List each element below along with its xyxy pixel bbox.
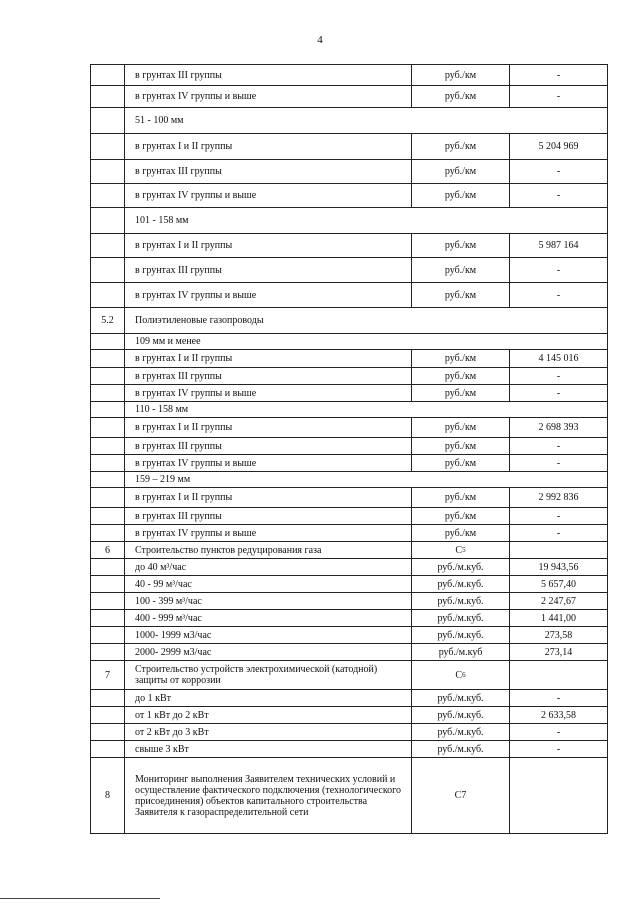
row-unit-text: руб./км (444, 353, 477, 364)
row-value: - (509, 724, 607, 740)
row-unit-text: руб./м.куб. (437, 595, 484, 607)
row-name: в грунтах IV группы и выше (135, 91, 257, 102)
row-number (91, 334, 125, 349)
row-name: в грунтах IV группы и выше (135, 190, 257, 201)
row-unit (411, 593, 509, 609)
row-value: 1 441,00 (509, 610, 607, 626)
table-row (90, 134, 608, 160)
row-name: 400 - 999 м³/час (135, 612, 202, 624)
table-row (90, 542, 608, 559)
row-value: - (509, 283, 607, 307)
row-unit (411, 758, 509, 833)
row-name: до 40 м³/час (135, 561, 187, 573)
row-name: в грунтах III группы (135, 166, 222, 177)
row-name: в грунтах III группы (135, 370, 222, 382)
table-row (90, 160, 608, 184)
row-unit-text: руб./м.куб. (437, 629, 484, 641)
row-name: 100 - 399 м³/час (135, 595, 202, 607)
row-unit-text: руб./м.куб. (437, 612, 484, 624)
table-row (90, 724, 608, 741)
row-unit (411, 525, 509, 541)
row-unit (411, 455, 509, 471)
row-unit (411, 627, 509, 643)
table-row (90, 593, 608, 610)
row-number: 7 (91, 661, 125, 689)
row-number (91, 283, 125, 307)
row-name: от 2 кВт до 3 кВт (135, 726, 209, 738)
table-row (90, 350, 608, 368)
row-number (91, 724, 125, 740)
row-unit (411, 508, 509, 524)
row-unit (411, 418, 509, 437)
row-unit-text: руб./м.куб. (437, 561, 484, 573)
row-number (91, 610, 125, 626)
table-row (90, 385, 608, 402)
row-unit (411, 576, 509, 592)
row-unit (411, 134, 509, 159)
table-row (90, 690, 608, 707)
row-name: 159 – 219 мм (135, 474, 191, 485)
row-name: в грунтах I и II группы (135, 492, 233, 503)
row-name: 109 мм и менее (135, 336, 201, 347)
row-number (91, 134, 125, 159)
row-unit-text: руб./км (444, 422, 477, 433)
row-unit-text: руб./м.куб. (437, 692, 484, 704)
table-row (90, 86, 608, 108)
row-name: Полиэтиленовые газопроводы (135, 315, 264, 326)
row-unit-text: C (455, 669, 463, 681)
row-unit-subscript: 5 (462, 545, 466, 554)
footer-divider (0, 898, 160, 899)
row-unit (411, 644, 509, 660)
row-unit-text: руб./км (444, 190, 477, 201)
row-name: в грунтах III группы (135, 440, 222, 452)
row-number (91, 525, 125, 541)
row-value (509, 758, 607, 833)
row-unit-text: руб./м.куб. (437, 709, 484, 721)
row-unit-text: руб./м.куб (438, 646, 483, 658)
row-value: 273,58 (509, 627, 607, 643)
row-number (91, 368, 125, 384)
row-number (91, 108, 125, 133)
table-row (90, 234, 608, 258)
row-value: - (509, 86, 607, 107)
row-number (91, 455, 125, 471)
row-number (91, 184, 125, 207)
row-unit-text: руб./м.куб. (437, 578, 484, 590)
row-value: 4 145 016 (509, 350, 607, 367)
row-unit-text: C (455, 544, 463, 556)
table-row (90, 334, 608, 350)
row-name: в грунтах IV группы и выше (135, 289, 257, 301)
row-number (91, 208, 125, 233)
row-unit (411, 661, 509, 689)
row-unit-text: руб./км (444, 492, 477, 503)
row-name: в грунтах IV группы и выше (135, 387, 257, 399)
table-row (90, 741, 608, 758)
row-number (91, 65, 125, 85)
row-unit (411, 610, 509, 626)
row-name: в грунтах I и II группы (135, 141, 233, 152)
row-unit-text: руб./км (444, 457, 477, 469)
row-number (91, 488, 125, 507)
row-unit-text: С7 (454, 790, 467, 801)
row-name: свыше 3 кВт (135, 743, 189, 755)
row-unit (411, 488, 509, 507)
row-name: Строительство пунктов редуцирования газа (135, 544, 322, 556)
row-number (91, 690, 125, 706)
table-row (90, 661, 608, 690)
page-number: 4 (317, 34, 323, 46)
row-name: 110 - 158 мм (135, 404, 189, 415)
row-value: 2 633,58 (509, 707, 607, 723)
table-row (90, 576, 608, 593)
row-name: в грунтах I и II группы (135, 353, 233, 364)
row-name: 2000- 2999 м3/час (135, 646, 212, 658)
table-row (90, 758, 608, 834)
table-row (90, 525, 608, 542)
table-row (90, 508, 608, 525)
row-value: - (509, 368, 607, 384)
row-unit (411, 724, 509, 740)
row-value (509, 542, 607, 558)
row-value: 5 987 164 (509, 234, 607, 257)
row-unit-text: руб./км (444, 264, 477, 276)
row-name: до 1 кВт (135, 692, 171, 704)
row-unit-text: руб./км (444, 510, 477, 522)
table-row (90, 707, 608, 724)
row-unit-subscript: 6 (462, 670, 466, 679)
row-name: Строительство устройств электрохимической (катодной) защиты от коррозии (135, 664, 378, 686)
row-value: - (509, 525, 607, 541)
row-number: 8 (91, 758, 125, 833)
row-unit (411, 86, 509, 107)
row-unit-text: руб./км (444, 289, 477, 301)
table-row (90, 208, 608, 234)
table-row (90, 283, 608, 308)
row-number (91, 258, 125, 282)
table-row (90, 438, 608, 455)
row-unit (411, 690, 509, 706)
row-name: Мониторинг выполнения Заявителем технических условий и осуществление фактического подключения (технологического присоединения) объектов капитального строительства Заявителя к газораспределительной сети (135, 773, 402, 818)
table-row (90, 472, 608, 488)
row-number (91, 741, 125, 757)
row-unit-text: руб./км (444, 240, 477, 251)
row-number (91, 707, 125, 723)
row-unit-text: руб./м.куб. (437, 743, 484, 755)
row-unit (411, 385, 509, 401)
row-name: 51 - 100 мм (135, 115, 184, 126)
row-unit (411, 542, 509, 558)
row-number (91, 438, 125, 454)
row-name: в грунтах IV группы и выше (135, 527, 257, 539)
table-row (90, 559, 608, 576)
table-row (90, 418, 608, 438)
row-number (91, 350, 125, 367)
row-value: 5 204 969 (509, 134, 607, 159)
row-number (91, 576, 125, 592)
row-name: 1000- 1999 м3/час (135, 629, 212, 641)
row-unit-text: руб./км (444, 69, 477, 81)
row-value: - (509, 438, 607, 454)
table-row (90, 368, 608, 385)
row-unit-text: руб./км (444, 440, 477, 452)
table-row (90, 644, 608, 661)
row-unit (411, 707, 509, 723)
row-unit-text: руб./м.куб. (437, 726, 484, 738)
table-row (90, 488, 608, 508)
row-value: 2 698 393 (509, 418, 607, 437)
row-unit-text: руб./км (444, 387, 477, 399)
table-row (90, 184, 608, 208)
table-row (90, 610, 608, 627)
table-row (90, 455, 608, 472)
row-number (91, 559, 125, 575)
row-number (91, 644, 125, 660)
table-row (90, 627, 608, 644)
row-number: 5.2 (91, 308, 125, 333)
row-value: 273,14 (509, 644, 607, 660)
row-value: 5 657,40 (509, 576, 607, 592)
row-number (91, 593, 125, 609)
row-value: - (509, 184, 607, 207)
row-value: 2 992 836 (509, 488, 607, 507)
row-unit (411, 184, 509, 207)
table-row (90, 402, 608, 418)
row-name: в грунтах III группы (135, 510, 222, 522)
row-unit-text: руб./км (444, 527, 477, 539)
row-unit (411, 559, 509, 575)
row-unit (411, 160, 509, 183)
row-unit (411, 234, 509, 257)
row-unit (411, 258, 509, 282)
row-unit (411, 368, 509, 384)
row-number (91, 385, 125, 401)
row-value: - (509, 160, 607, 183)
row-name: 101 - 158 мм (135, 215, 189, 226)
row-unit-text: руб./км (444, 370, 477, 382)
row-value: - (509, 690, 607, 706)
row-value (509, 661, 607, 689)
row-name: в грунтах III группы (135, 69, 222, 81)
row-unit (411, 65, 509, 85)
row-name: в грунтах III группы (135, 264, 222, 276)
row-unit-text: руб./км (444, 166, 477, 177)
row-number (91, 160, 125, 183)
row-value: 19 943,56 (509, 559, 607, 575)
row-name: от 1 кВт до 2 кВт (135, 709, 209, 721)
row-value: - (509, 508, 607, 524)
row-unit (411, 350, 509, 367)
row-number (91, 627, 125, 643)
row-value: - (509, 455, 607, 471)
row-unit-text: руб./км (444, 91, 477, 102)
row-value: 2 247,67 (509, 593, 607, 609)
row-number (91, 402, 125, 417)
row-number: 6 (91, 542, 125, 558)
tariff-table (90, 64, 608, 834)
row-value: - (509, 258, 607, 282)
row-unit (411, 283, 509, 307)
row-value: - (509, 65, 607, 85)
row-name: в грунтах I и II группы (135, 422, 233, 433)
row-number (91, 86, 125, 107)
row-number (91, 472, 125, 487)
row-value: - (509, 741, 607, 757)
row-unit-text: руб./км (444, 141, 477, 152)
row-value: - (509, 385, 607, 401)
table-row (90, 258, 608, 283)
row-name: в грунтах IV группы и выше (135, 457, 257, 469)
table-row (90, 64, 608, 86)
row-unit (411, 741, 509, 757)
row-number (91, 234, 125, 257)
row-unit (411, 438, 509, 454)
row-name: в грунтах I и II группы (135, 240, 233, 251)
row-name: 40 - 99 м³/час (135, 578, 192, 590)
table-row (90, 308, 608, 334)
table-row (90, 108, 608, 134)
row-number (91, 508, 125, 524)
row-number (91, 418, 125, 437)
